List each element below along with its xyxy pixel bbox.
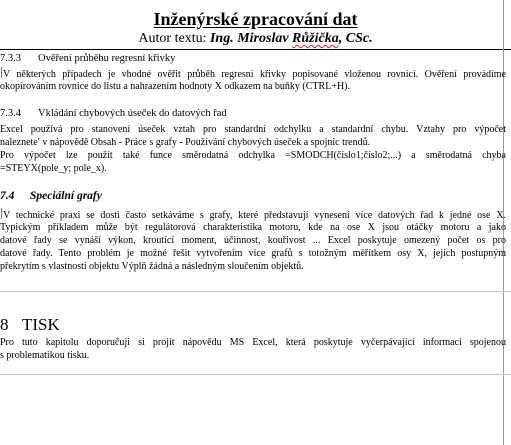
text-line: datové řady. Tento problém je možné řešit vytvořením více grafů s totožným měřítkem osy X, jejich postupným bbox=[0, 248, 506, 259]
text-line: Typickým příkladem může být regulátorová charakteristika motoru, kde na ose X jsou otáčky motoru a jako bbox=[0, 222, 506, 233]
paragraph-8[interactable] bbox=[0, 336, 506, 362]
heading-number: 7.3.3 bbox=[0, 53, 21, 64]
text-cursor bbox=[1, 67, 2, 78]
author-surname: Růžička bbox=[292, 31, 339, 46]
text-cursor bbox=[1, 208, 2, 219]
text-line: V některých případech je vhodné ověřit průběh regresní křivky popisované vloženou rovnicí. Ověření provádíme bbox=[3, 69, 506, 80]
text-line: okopírováním rovnice do listu a nahrazením hodnoty X odkazem na buňky (CTRL+H). bbox=[0, 81, 351, 92]
header-author bbox=[0, 30, 511, 47]
text-line: V technické praxi se dosti často setkáváme s grafy, které představují vynesení více datových řad k jedné ose X. bbox=[3, 210, 506, 221]
header-rule bbox=[0, 49, 511, 50]
author-prefix: Autor textu: bbox=[138, 31, 210, 46]
text-line: s problematikou tisku. bbox=[0, 350, 90, 361]
heading-7-3-4 bbox=[0, 107, 227, 120]
heading-text: Speciální grafy bbox=[30, 190, 102, 202]
text-line: Excel používá pro stanovení úseček vztah pro standardní odchylku a standardní chybu. Vztahy pro výpočet bbox=[0, 124, 506, 135]
text-line: Pro tuto kapitolu doporučuji si projít nápovědu MS Excel, která poskytuje vyčerpávající informaci spojenou bbox=[0, 337, 506, 348]
text-line: datové řady se vynáší výkon, kroutící moment, účinnost, kouřivost ... Excel poskytuje omezený počet os pro bbox=[0, 235, 506, 246]
heading-text: Ověření průběhu regresní křivky bbox=[38, 53, 176, 64]
heading-number: 8 bbox=[0, 315, 9, 334]
paragraph-7-4[interactable] bbox=[0, 208, 506, 273]
text-line: překrytím s vlastností objektu Výplň žádná a následným sloučením objektů. bbox=[0, 261, 304, 272]
heading-number: 7.3.4 bbox=[0, 108, 21, 119]
paragraph-7-3-3[interactable] bbox=[0, 67, 506, 93]
page-break-line bbox=[0, 291, 511, 292]
heading-7-4 bbox=[0, 189, 102, 203]
heading-text: TISK bbox=[22, 315, 60, 334]
paragraph-7-3-4[interactable] bbox=[0, 123, 506, 175]
heading-text: Vkládání chybových úseček do datových řad bbox=[38, 108, 227, 119]
text-line: Pro výpočet lze použít také funce směrodatná odchylka =SMODCH(číslo1;číslo2;...) a směrodatná chyba bbox=[0, 150, 506, 161]
text-line: =STEYX(pole_y; pole_x). bbox=[0, 163, 107, 174]
heading-8 bbox=[0, 315, 60, 335]
header-title: Inženýrské zpracování dat bbox=[153, 9, 358, 29]
page-break-line bbox=[0, 374, 511, 375]
text-line: nalezneteʹ v nápovědě Obsah - Práce s grafy - Používání chybových úseček a spojnic trendů. bbox=[0, 137, 371, 148]
heading-number: 7.4 bbox=[0, 190, 15, 202]
heading-7-3-3 bbox=[0, 52, 175, 65]
author-name: Ing. Miroslav Růžička, CSc. bbox=[209, 31, 373, 46]
